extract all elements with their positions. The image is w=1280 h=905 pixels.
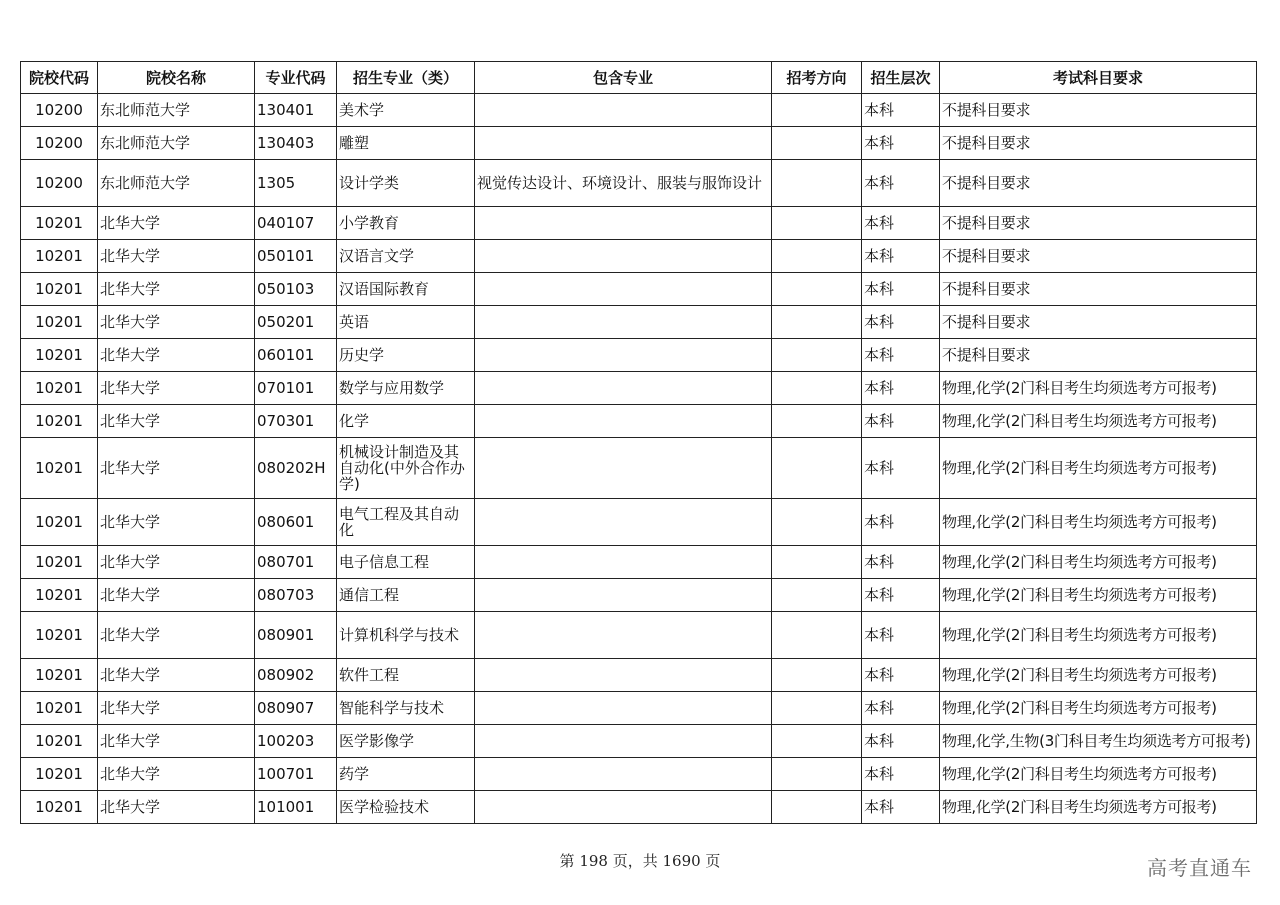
cell-includes: [475, 612, 772, 659]
admissions-table: [20, 61, 1257, 824]
cell-requirement: 不提科目要求: [940, 94, 1257, 127]
cell-school-name: 东北师范大学: [98, 160, 255, 207]
table-row: [21, 758, 1257, 791]
cell-school-name: 北华大学: [98, 659, 255, 692]
table-row: [21, 306, 1257, 339]
cell-requirement: 不提科目要求: [940, 240, 1257, 273]
cell-includes: [475, 659, 772, 692]
cell-school-code: 10201: [21, 240, 98, 273]
cell-school-code: 10200: [21, 160, 98, 207]
cell-direction: [772, 692, 862, 725]
cell-direction: [772, 339, 862, 372]
cell-direction: [772, 127, 862, 160]
cell-school-code: 10201: [21, 546, 98, 579]
cell-school-name: 北华大学: [98, 692, 255, 725]
cell-school-name: 北华大学: [98, 546, 255, 579]
cell-school-code: 10200: [21, 127, 98, 160]
cell-school-code: 10201: [21, 438, 98, 499]
cell-includes: [475, 372, 772, 405]
cell-requirement: 不提科目要求: [940, 127, 1257, 160]
cell-major-code: 080901: [255, 612, 337, 659]
col-header-major-code: 专业代码: [255, 62, 337, 94]
cell-requirement: 物理,化学(2门科目考生均须选考方可报考): [940, 758, 1257, 791]
cell-major-code: 130403: [255, 127, 337, 160]
table-row: [21, 438, 1257, 499]
cell-level: 本科: [862, 791, 940, 824]
cell-requirement: 物理,化学(2门科目考生均须选考方可报考): [940, 692, 1257, 725]
cell-level: 本科: [862, 160, 940, 207]
cell-school-name: 北华大学: [98, 207, 255, 240]
table-row: [21, 339, 1257, 372]
cell-requirement: 物理,化学(2门科目考生均须选考方可报考): [940, 372, 1257, 405]
cell-major: 雕塑: [337, 127, 475, 160]
cell-direction: [772, 306, 862, 339]
cell-major: 数学与应用数学: [337, 372, 475, 405]
cell-requirement: 物理,化学(2门科目考生均须选考方可报考): [940, 546, 1257, 579]
cell-direction: [772, 94, 862, 127]
cell-level: 本科: [862, 579, 940, 612]
col-header-school-code: 院校代码: [21, 62, 98, 94]
cell-includes: 视觉传达设计、环境设计、服装与服饰设计: [475, 160, 772, 207]
cell-direction: [772, 240, 862, 273]
cell-requirement: 物理,化学(2门科目考生均须选考方可报考): [940, 791, 1257, 824]
cell-major: 设计学类: [337, 160, 475, 207]
cell-school-code: 10201: [21, 499, 98, 546]
table-row: [21, 692, 1257, 725]
cell-level: 本科: [862, 758, 940, 791]
cell-major-code: 040107: [255, 207, 337, 240]
cell-major-code: 1305: [255, 160, 337, 207]
cell-school-name: 东北师范大学: [98, 94, 255, 127]
cell-requirement: 不提科目要求: [940, 160, 1257, 207]
cell-major: 电子信息工程: [337, 546, 475, 579]
cell-direction: [772, 579, 862, 612]
cell-requirement: 不提科目要求: [940, 207, 1257, 240]
cell-level: 本科: [862, 372, 940, 405]
cell-school-code: 10201: [21, 758, 98, 791]
cell-includes: [475, 692, 772, 725]
cell-school-name: 北华大学: [98, 612, 255, 659]
cell-requirement: 物理,化学(2门科目考生均须选考方可报考): [940, 499, 1257, 546]
cell-major: 机械设计制造及其自动化(中外合作办学): [337, 438, 475, 499]
cell-school-code: 10201: [21, 612, 98, 659]
cell-school-name: 北华大学: [98, 339, 255, 372]
cell-includes: [475, 273, 772, 306]
cell-level: 本科: [862, 127, 940, 160]
cell-includes: [475, 127, 772, 160]
cell-school-code: 10201: [21, 339, 98, 372]
table-row: [21, 499, 1257, 546]
cell-level: 本科: [862, 273, 940, 306]
cell-includes: [475, 758, 772, 791]
cell-school-code: 10201: [21, 306, 98, 339]
cell-includes: [475, 306, 772, 339]
cell-includes: [475, 791, 772, 824]
cell-level: 本科: [862, 94, 940, 127]
cell-school-code: 10201: [21, 692, 98, 725]
cell-direction: [772, 791, 862, 824]
cell-major-code: 050201: [255, 306, 337, 339]
table-row: [21, 372, 1257, 405]
cell-school-code: 10201: [21, 579, 98, 612]
cell-level: 本科: [862, 499, 940, 546]
cell-school-name: 北华大学: [98, 306, 255, 339]
cell-direction: [772, 207, 862, 240]
col-header-requirement: 考试科目要求: [940, 62, 1257, 94]
cell-level: 本科: [862, 240, 940, 273]
table-row: [21, 579, 1257, 612]
cell-major-code: 101001: [255, 791, 337, 824]
cell-major-code: 100203: [255, 725, 337, 758]
cell-major-code: 080703: [255, 579, 337, 612]
cell-direction: [772, 273, 862, 306]
cell-includes: [475, 339, 772, 372]
cell-includes: [475, 94, 772, 127]
cell-major-code: 080202H: [255, 438, 337, 499]
cell-requirement: 不提科目要求: [940, 273, 1257, 306]
cell-school-code: 10201: [21, 207, 98, 240]
cell-includes: [475, 405, 772, 438]
cell-school-name: 北华大学: [98, 758, 255, 791]
table-row: [21, 612, 1257, 659]
cell-level: 本科: [862, 692, 940, 725]
table-row: [21, 659, 1257, 692]
cell-school-code: 10200: [21, 94, 98, 127]
cell-major: 汉语言文学: [337, 240, 475, 273]
cell-requirement: 物理,化学(2门科目考生均须选考方可报考): [940, 579, 1257, 612]
col-header-includes: 包含专业: [475, 62, 772, 94]
cell-level: 本科: [862, 339, 940, 372]
cell-major: 通信工程: [337, 579, 475, 612]
table-row: [21, 405, 1257, 438]
cell-major: 历史学: [337, 339, 475, 372]
cell-school-code: 10201: [21, 372, 98, 405]
watermark: 高考直通车: [1147, 856, 1252, 880]
cell-requirement: 物理,化学(2门科目考生均须选考方可报考): [940, 612, 1257, 659]
cell-major: 美术学: [337, 94, 475, 127]
cell-major-code: 070301: [255, 405, 337, 438]
table-row: [21, 273, 1257, 306]
table-row: [21, 207, 1257, 240]
cell-requirement: 物理,化学(2门科目考生均须选考方可报考): [940, 438, 1257, 499]
cell-major: 化学: [337, 405, 475, 438]
cell-requirement: 物理,化学(2门科目考生均须选考方可报考): [940, 405, 1257, 438]
cell-direction: [772, 438, 862, 499]
cell-level: 本科: [862, 405, 940, 438]
cell-direction: [772, 546, 862, 579]
cell-major: 汉语国际教育: [337, 273, 475, 306]
cell-includes: [475, 438, 772, 499]
cell-school-name: 北华大学: [98, 579, 255, 612]
cell-school-code: 10201: [21, 791, 98, 824]
cell-level: 本科: [862, 546, 940, 579]
cell-major: 药学: [337, 758, 475, 791]
cell-major-code: 130401: [255, 94, 337, 127]
cell-school-name: 北华大学: [98, 240, 255, 273]
cell-major-code: 050101: [255, 240, 337, 273]
cell-school-code: 10201: [21, 725, 98, 758]
cell-direction: [772, 499, 862, 546]
table-row: [21, 94, 1257, 127]
cell-major-code: 080902: [255, 659, 337, 692]
cell-school-name: 北华大学: [98, 438, 255, 499]
cell-school-code: 10201: [21, 659, 98, 692]
table-row: [21, 725, 1257, 758]
cell-major: 智能科学与技术: [337, 692, 475, 725]
table-row: [21, 127, 1257, 160]
cell-includes: [475, 499, 772, 546]
cell-major-code: 070101: [255, 372, 337, 405]
table-row: [21, 160, 1257, 207]
cell-includes: [475, 240, 772, 273]
cell-requirement: 物理,化学,生物(3门科目考生均须选考方可报考): [940, 725, 1257, 758]
cell-direction: [772, 758, 862, 791]
cell-level: 本科: [862, 725, 940, 758]
cell-major: 小学教育: [337, 207, 475, 240]
cell-major-code: 080907: [255, 692, 337, 725]
cell-school-code: 10201: [21, 405, 98, 438]
col-header-school-name: 院校名称: [98, 62, 255, 94]
page-number: 第 198 页，共 1690 页: [559, 852, 721, 870]
cell-school-name: 北华大学: [98, 273, 255, 306]
cell-school-name: 北华大学: [98, 791, 255, 824]
cell-direction: [772, 405, 862, 438]
cell-school-code: 10201: [21, 273, 98, 306]
col-header-direction: 招考方向: [772, 62, 862, 94]
cell-major-code: 080701: [255, 546, 337, 579]
cell-direction: [772, 612, 862, 659]
cell-level: 本科: [862, 306, 940, 339]
cell-direction: [772, 372, 862, 405]
cell-includes: [475, 207, 772, 240]
cell-major: 英语: [337, 306, 475, 339]
cell-requirement: 不提科目要求: [940, 306, 1257, 339]
cell-school-name: 北华大学: [98, 499, 255, 546]
cell-direction: [772, 160, 862, 207]
cell-level: 本科: [862, 207, 940, 240]
cell-major-code: 060101: [255, 339, 337, 372]
cell-direction: [772, 725, 862, 758]
cell-major-code: 050103: [255, 273, 337, 306]
table-row: [21, 546, 1257, 579]
cell-major-code: 080601: [255, 499, 337, 546]
cell-school-name: 北华大学: [98, 725, 255, 758]
cell-school-name: 北华大学: [98, 372, 255, 405]
header-row: [21, 62, 1257, 94]
cell-requirement: 物理,化学(2门科目考生均须选考方可报考): [940, 659, 1257, 692]
col-header-level: 招生层次: [862, 62, 940, 94]
table-body: [21, 94, 1257, 824]
cell-level: 本科: [862, 659, 940, 692]
cell-major: 软件工程: [337, 659, 475, 692]
table-row: [21, 791, 1257, 824]
cell-major: 电气工程及其自动化: [337, 499, 475, 546]
cell-includes: [475, 546, 772, 579]
cell-level: 本科: [862, 612, 940, 659]
col-header-major: 招生专业（类）: [337, 62, 475, 94]
cell-major: 计算机科学与技术: [337, 612, 475, 659]
table-row: [21, 240, 1257, 273]
cell-level: 本科: [862, 438, 940, 499]
cell-major: 医学影像学: [337, 725, 475, 758]
cell-school-name: 东北师范大学: [98, 127, 255, 160]
cell-includes: [475, 725, 772, 758]
cell-requirement: 不提科目要求: [940, 339, 1257, 372]
cell-major: 医学检验技术: [337, 791, 475, 824]
cell-direction: [772, 659, 862, 692]
cell-major-code: 100701: [255, 758, 337, 791]
cell-includes: [475, 579, 772, 612]
cell-school-name: 北华大学: [98, 405, 255, 438]
